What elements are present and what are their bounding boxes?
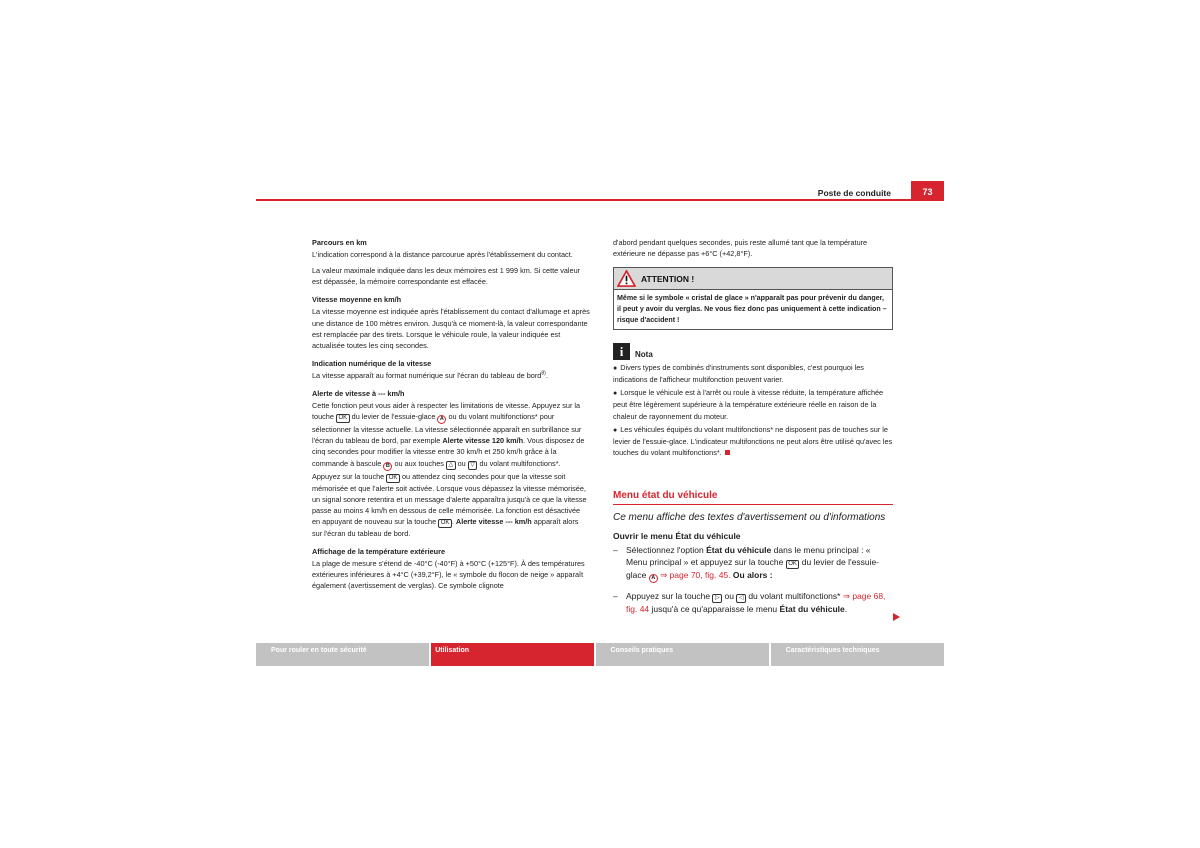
header-rule: [256, 199, 944, 201]
chapter-tabs: [256, 643, 944, 666]
nota-bullet: ● Les véhicules équipés du volant multifonctions* ne disposent pas de touches sur le levier de l'essuie-glace. L'indicateur multifonctions ne peut alors être utilisé qu'avec les touches du volant multifonctions*.: [613, 424, 893, 457]
ok-key-icon: OK: [786, 560, 800, 569]
heading-indication-numerique: Indication numérique de la vitesse: [312, 358, 432, 368]
left-key-icon: ◁: [736, 594, 746, 603]
nota-bullet: ● Lorsque le véhicule est à l'arrêt ou roule à vitesse réduite, la température affichée peut être légèrement supérieure à la température extérieure réelle en raison de la chaleur de rayonnement du moteur.: [613, 388, 884, 421]
control-b-icon: B: [383, 462, 392, 471]
paragraph: d'abord pendant quelques secondes, puis reste allumé tant que la température extérieure ne dépasse pas +6°C (+42,8°F).: [613, 238, 868, 259]
paragraph: La vitesse apparaît au format numérique sur l'écran du tableau de bord$^{8)}$.: [312, 370, 548, 380]
right-column: [613, 237, 893, 615]
warning-body: Même si le symbole « cristal de glace » n'apparaît pas pour prévenir du danger, il peut y avoir du verglas. Ne vous fiez donc pas uniquement à cette indication – risque d'accident !: [617, 294, 887, 325]
warning-box: [613, 267, 893, 330]
page-reference-link[interactable]: ⇒ page 68, fig. 44: [626, 590, 886, 614]
page-reference-link[interactable]: ⇒ page 70, fig. 45.: [660, 569, 731, 580]
tab-utilisation[interactable]: Utilisation: [431, 643, 593, 666]
section-title: Menu état du véhicule: [613, 490, 893, 505]
procedure-heading: Ouvrir le menu État du véhicule: [613, 530, 741, 541]
right-key-icon: ▷: [712, 594, 722, 603]
paragraph-alerte: Cette fonction peut vous aider à respecter les limitations de vitesse. Appuyez sur la touche OK du levier de l'essuie-glace A ou du volant multifonctions* pour sélectionner la vitesse actuelle. La vitesse sélectionnée apparaît en surbrillance sur l'écran du tableau de bord, par exemple Alerte vitesse 120 km/h. Vous disposez de cinq secondes pour modifier la vitesse entre 30 km/h et 250 km/h grâce à la commande à bascule B ou aux touches △ ou ▽ du volant multifonctions*. Appuyez sur la touche OK ou attendez cinq secondes pour que la vitesse soit mémorisée et que l'alerte soit activée. Lorsque vous dépassez la vitesse mémorisée, un signal sonore retentira et un message d'alerte apparaîtra jusqu'à ce que la vitesse passe au moins 4 km/h en dessous de celle mémorisée. La fonction est désactivée en appuyant de nouveau sur la touche OK . Alerte vitesse --- km/h apparaît alors sur l'écran du tableau de bord.: [312, 401, 587, 538]
tab-caracteristiques[interactable]: Caractéristiques techniques: [771, 643, 944, 666]
heading-vitesse-moyenne: Vitesse moyenne en km/h: [312, 295, 402, 305]
info-icon: i: [613, 343, 630, 360]
up-key-icon: △: [446, 461, 456, 470]
heading-alerte-vitesse: Alerte de vitesse à --- km/h: [312, 389, 405, 399]
procedure-step: – Sélectionnez l'option État du véhicule dans le menu principal : « Menu principal » et appuyez sur la touche OK du levier de l'essuie-glace A ⇒ page 70, fig. 45. Ou alors :: [613, 544, 879, 581]
next-page-arrow-icon: [893, 613, 900, 621]
paragraph: La valeur maximale indiquée dans les deux mémoires est 1 999 km. Si cette valeur est dépassée, la mémoire correspondante est effacée.: [312, 266, 581, 287]
warning-title: ATTENTION !: [641, 273, 695, 284]
ok-key-icon: OK: [386, 474, 400, 483]
paragraph: La plage de mesure s'étend de -40°C (-40°F) à +50°C (+125°F). À des températures extérieures inférieures à +4°C (+39,2°F), le « symbole du flocon de neige » apparaît également (avertissement de verglas). Ce symbole clignote: [312, 558, 585, 591]
nota-bullet: ● Divers types de combinés d'instruments sont disponibles, c'est pourquoi les indications de l'afficheur multifonction peuvent varier.: [613, 363, 864, 385]
heading-parcours: Parcours en km: [312, 238, 367, 247]
page-header-title: Poste de conduite: [817, 188, 891, 198]
page-number: 73: [911, 181, 944, 200]
end-of-section-icon: [725, 450, 730, 455]
ok-key-icon: OK: [438, 519, 452, 528]
left-column: [312, 237, 590, 591]
tab-securite[interactable]: Pour rouler en toute sécurité: [256, 643, 429, 666]
control-a-icon: A: [649, 574, 658, 583]
warning-header: [614, 268, 892, 290]
control-a-icon: A: [437, 415, 446, 424]
tab-conseils[interactable]: Conseils pratiques: [596, 643, 769, 666]
warning-triangle-icon: [617, 270, 636, 287]
nota-header: [613, 343, 893, 360]
section-subtitle: Ce menu affiche des textes d'avertissement ou d'informations: [613, 511, 886, 523]
heading-temperature: Affichage de la température extérieure: [312, 546, 446, 556]
procedure-step: – Appuyez sur la touche ▷ ou ◁ du volant multifonctions* ⇒ page 68, fig. 44 jusqu'à ce qu'apparaisse le menu État du véhicule.: [613, 590, 886, 614]
footnote-ref: 8): [541, 370, 546, 377]
nota-title: Nota: [635, 350, 653, 360]
down-key-icon: ▽: [468, 461, 478, 470]
paragraph: L'indication correspond à la distance parcourue après l'établissement du contact.: [312, 250, 573, 260]
ok-key-icon: OK: [336, 414, 350, 423]
paragraph: La vitesse moyenne est indiquée après l'établissement du contact d'allumage et après une distance de 100 mètres environ. Jusqu'à ce moment-là, la valeur correspondante est remplacée par des tirets. Lorsque le véhicule roule, la valeur indiquée est actualisée toutes les cinq secondes.: [312, 307, 590, 350]
